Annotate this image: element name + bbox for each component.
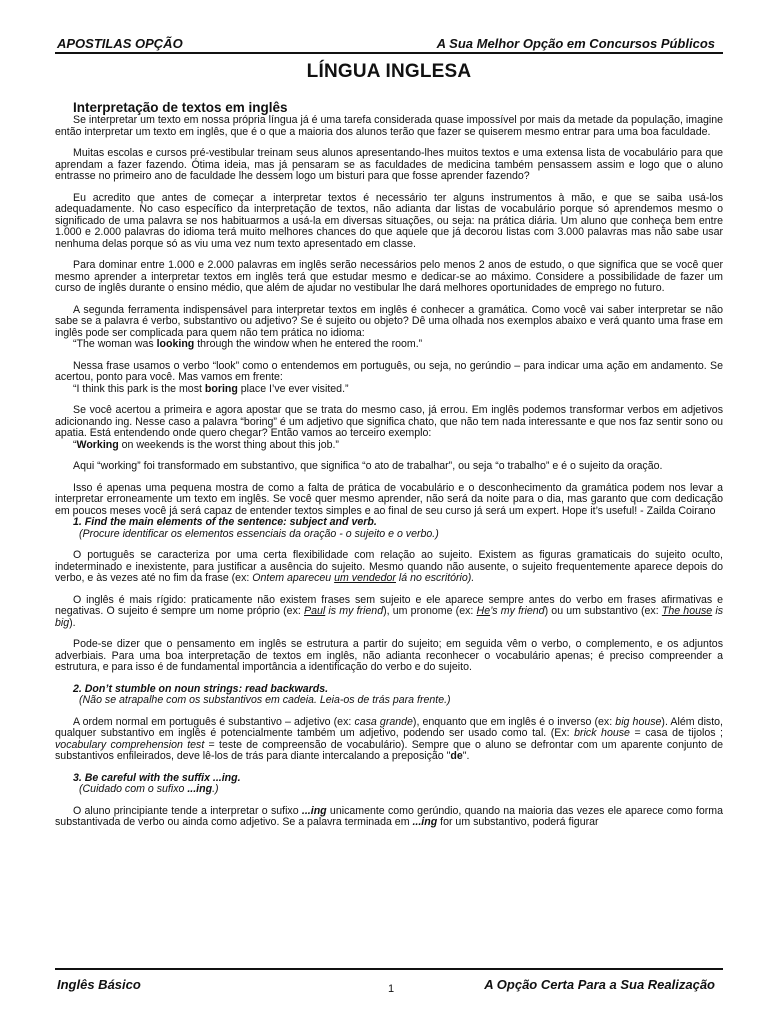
page-footer xyxy=(55,977,723,993)
header-rule xyxy=(55,52,723,54)
paragraph-6: Nessa frase usamos o verbo “look” como o entendemos em português, ou seja, no gerúndio – para indicar uma ação em andamento. Se acertou, ponto para você. Mas vamos em frente: xyxy=(55,359,723,383)
paragraph-5: A segunda ferramenta indispensável para interpretar textos em inglês é conhecer a gramática. Como você vai saber interpretar se não sabe se a palavra é verbo, substantivo ou adjetivo? Se é sujeito ou objeto? Dê uma olhada nos exemplos abaixo e verá quanto uma frase em inglês pode ser complicada para quem não tem prática no idioma: xyxy=(55,303,723,339)
paragraph-13: A ordem normal em português é substantivo – adjetivo (ex: casa grande), enquanto que em inglês é o inverso (ex: big house). Além disto, qualquer substantivo em inglês é potencialmente também um adjetivo, podendo ser usado como tal. (Ex: brick house = casa de tijolos ; vocabulary comprehension test = teste de compreensão de vocabulário). Sempre que o aluno se defrontar com um aparente conjunto de substantivos enfileirados, deve lê-los de trás para diante intercalando a preposição "de". xyxy=(55,715,723,762)
paragraph-8: Aqui “working” foi transformado em substantivo, que significa “o ato de trabalhar”, ou seja “o trabalho” e é o sujeito da oração. xyxy=(73,460,663,472)
footer-left: Inglês Básico xyxy=(57,977,141,992)
paragraph-12: Pode-se dizer que o pensamento em inglês se estrutura a partir do sujeito; em seguida vêm o verbo, o complemento, e os adjuntos adverbiais. Para uma boa interpretação de textos em inglês, não adianta reconhecer o vocabulário apenas; é preciso compreender a estrutura, e para isso é de fundamental importância a identificação do verbo e do sujeito. xyxy=(55,638,723,673)
example-quote-3: “Working on weekends is the worst thing about this job.” xyxy=(73,438,339,451)
rule-1-title: 1. Find the main elements of the sentence: subject and verb. xyxy=(73,516,377,528)
page-title: LÍNGUA INGLESA xyxy=(306,61,472,82)
rule-3-subtitle: (Cuidado com o sufixo ...ing.) xyxy=(79,783,219,795)
paragraph-4: Para dominar entre 1.000 e 2.000 palavras em inglês serão necessários pelo menos 2 anos de estudo, o que significa que se você quer mesmo aprender a interpretar textos em inglês terá que estudar mesmo e dedicar-se ao máximo. Considere a possibilidade de fazer um curso de inglês durante o ensino médio, que além de ajudar no vestibular lhe dará melhores oportunidades de emprego no futuro. xyxy=(55,259,723,294)
footer-rule xyxy=(55,968,723,970)
example-quote-2: “I think this park is the most boring place I’ve ever visited.” xyxy=(73,382,349,395)
paragraph-10: O português se caracteriza por uma certa flexibilidade com relação ao sujeito. Existem as figuras gramaticais do sujeito oculto, indeterminado e inexistente, para justificar a ausência do sujeito. Mesmo quando não ausente, o sujeito frequentemente aparece depois do verbo, e às vezes até no fim da frase (ex: Ontem apareceu um vendedor lá no escritório). xyxy=(55,549,723,584)
header-right: A Sua Melhor Opção em Concursos Públicos xyxy=(436,36,715,51)
rule-1-subtitle: (Procure identificar os elementos essenciais da oração - o sujeito e o verbo.) xyxy=(79,527,439,540)
paragraph-2: Muitas escolas e cursos pré-vestibular treinam seus alunos apresentando-lhes muitos textos e uma extensa lista de vocabulário para que aprendam a fazer fazendo. Ótima ideia, mas já pensaram se as faculdades de medicina também pensassem assim e logo que o aluno entrasse no primeiro ano de faculdade lhe dessem logo um bisturi para que fosse aprender fazendo? xyxy=(55,147,723,182)
paragraph-3: Eu acredito que antes de começar a interpretar textos é necessário ter alguns instrumentos à mão, e que se saiba usá-los adequadamente. No caso específico da interpretação de textos, não adianta dar listas de vocabulário porque só aprendemos mesmo o significado de uma palavra se nos habituarmos a usá-la em diversas situações, ou seja: na prática diária. Um aluno que conheça bem entre 1.000 e 2.000 palavras do idioma terá muito melhores chances do que aquele que já decorou listas com 3.000 palavras mas não sabe usar nenhuma delas porque só as viu uma vez num texto apresentado em classe. xyxy=(55,191,723,250)
footer-right: A Opção Certa Para a Sua Realização xyxy=(484,977,715,992)
paragraph-1: Se interpretar um texto em nossa própria língua já é uma tarefa considerada quase impossível por mais da metade da população, imagine então interpretar um texto em inglês, que é o que a maioria dos alunos terão que fazer se quiserem mesmo entrar para uma boa faculdade. xyxy=(55,114,723,138)
main-content xyxy=(55,100,723,829)
header-left: APOSTILAS OPÇÃO xyxy=(57,36,183,51)
paragraph-11: O inglês é mais rígido: praticamente não existem frases sem sujeito e ele aparece sempre antes do verbo em frases afirmativas e negativas. O sujeito é sempre um nome próprio (ex: Paul is my friend), um pronome (ex: He’s my friend) ou um substantivo (ex: The house is big). xyxy=(55,593,724,629)
paragraph-14: O aluno principiante tende a interpretar o sufixo ...ing unicamente como gerúndio, quando na maioria das vezes ele aparece como forma substantivada de verbo ou ainda como adjetivo. Se a palavra terminada em ...ing for um substantivo, poderá figurar xyxy=(55,804,723,828)
rule-2-subtitle: (Não se atrapalhe com os substantivos em cadeia. Leia-os de trás para frente.) xyxy=(79,694,451,706)
paragraph-9: Isso é apenas uma pequena mostra de como a falta de prática de vocabulário e o desconhecimento da gramática podem nos levar a interpretar erroneamente um texto em inglês. Se você quer mesmo aprender, não será da noite para o dia, mas garanto que com dedicação em poucos meses você já será capaz de entender textos simples e ao final de seu curso já será um expert. Hope it’s useful! - Zailda Coirano xyxy=(55,481,723,517)
paragraph-7: Se você acertou a primeira e agora apostar que se trata do mesmo caso, já errou. Em inglês podemos transformar verbos em adjetivos adicionando ing. Nesse caso a palavra “boring” é um adjetivo que significa chato, que não tem nada interessante e que nos faz sentir sono ou apatia. Está entendendo onde quero chegar? Então vamos ao terceiro exemplo: xyxy=(55,404,723,439)
rule-3-title: 3. Be careful with the suffix ...ing. xyxy=(73,771,241,784)
rule-2-title: 2. Don’t stumble on noun strings: read backwards. xyxy=(73,682,329,695)
section-heading: Interpretação de textos em inglês xyxy=(73,100,288,115)
page-number: 1 xyxy=(388,983,395,995)
document-page xyxy=(55,0,723,1024)
page-header xyxy=(55,36,723,52)
example-quote-1: “The woman was looking through the window when he entered the room.” xyxy=(73,338,423,350)
